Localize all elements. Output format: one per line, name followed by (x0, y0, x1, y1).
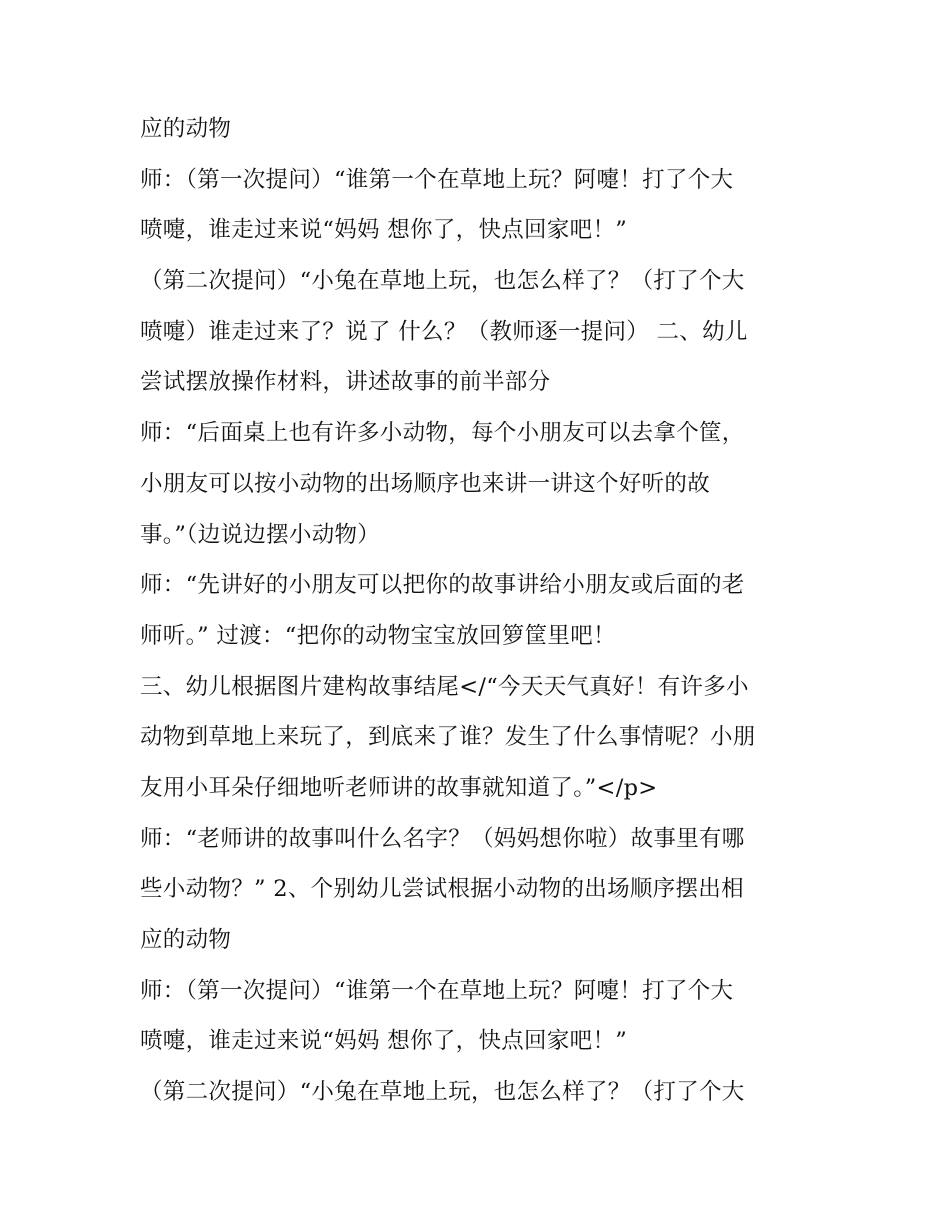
text-line: （第二次提问）“小兔在草地上玩，也怎么样了？（打了个大 (140, 1079, 745, 1106)
text-line: 事。”（边说边摆小动物） (140, 521, 381, 548)
text-line: 三、幼儿根据图片建构故事结尾</“今天天气真好！有许多小 (140, 673, 749, 700)
text-line: 师：（第一次提问）“谁第一个在草地上玩？阿嚏！打了个大 (140, 166, 734, 193)
text-line: 小朋友可以按小动物的出场顺序也来讲一讲这个好听的故 (140, 470, 711, 497)
text-line: 尝试摆放操作材料，讲述故事的前半部分 (140, 369, 551, 396)
text-line: 师：“老师讲的故事叫什么名字？（妈妈想你啦）故事里有哪 (140, 825, 745, 852)
text-line: 师听。” 过渡：“把你的动物宝宝放回箩筐里吧！ (140, 622, 616, 649)
text-line: 师：“先讲好的小朋友可以把你的故事讲给小朋友或后面的老 (140, 572, 745, 599)
text-line: 喷嚏）谁走过来了？说了 什么？（教师逐一提问） 二、幼儿 (140, 318, 748, 345)
text-line: 些小动物？” 2、个别幼儿尝试根据小动物的出场顺序摆出相 (140, 876, 744, 903)
text-line: （第二次提问）“小兔在草地上玩，也怎么样了？（打了个大 (140, 268, 745, 295)
text-line: 友用小耳朵仔细地听老师讲的故事就知道了。”</p> (140, 774, 658, 801)
text-line: 师：“后面桌上也有许多小动物，每个小朋友可以去拿个筐， (140, 420, 745, 447)
text-line: 喷嚏，谁走过来说“妈妈 想你了，快点回家吧！” (140, 217, 628, 244)
text-line: 应的动物 (140, 116, 232, 142)
document-body (140, 108, 840, 1122)
text-line: 师：（第一次提问）“谁第一个在草地上玩？阿嚏！打了个大 (140, 977, 734, 1004)
text-line: 应的动物 (140, 927, 232, 953)
text-line: 喷嚏，谁走过来说“妈妈 想你了，快点回家吧！” (140, 1028, 628, 1055)
text-line: 动物到草地上来玩了，到底来了谁？发生了什么事情呢？小朋 (140, 724, 756, 751)
